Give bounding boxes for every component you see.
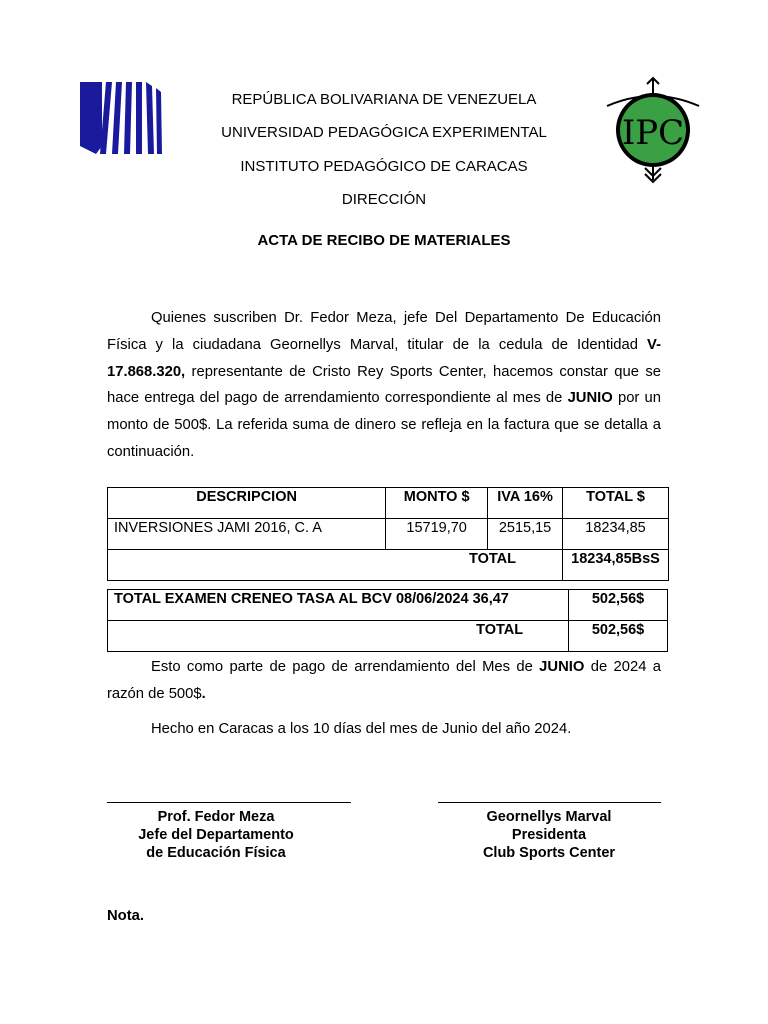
signature-line-left <box>107 802 351 803</box>
total-value: 18234,85BsS <box>563 550 669 581</box>
paragraph-payment-text-b: de 2024 a razón de 500$ <box>107 659 661 702</box>
note-label: Nota. <box>107 908 144 924</box>
signature-left-name: Prof. Fedor Meza <box>157 809 275 825</box>
exchange-table <box>107 589 668 652</box>
signature-left-dept: de Educación Física <box>146 845 286 861</box>
header-line-university: UNIVERSIDAD PEDAGÓGICA EXPERIMENTAL <box>221 124 547 141</box>
cell-total: 18234,85 <box>563 519 669 550</box>
paragraph-date: Hecho en Caracas a los 10 días del mes de Junio del año 2024. <box>151 721 572 737</box>
invoice-table-header-row <box>108 488 669 519</box>
cell-iva: 2515,15 <box>488 519 563 550</box>
exchange-row-label: TOTAL EXAMEN CRENEO TASA AL BCV 08/06/2024 36,47 <box>108 590 569 621</box>
cell-description: INVERSIONES JAMI 2016, C. A <box>108 519 386 550</box>
payment-month: JUNIO <box>539 659 585 675</box>
paragraph-payment <box>107 654 661 708</box>
paragraph-intro-text-c: por un monto de 500$. La referida suma de dinero se refleja en la factura que se detalla a continuación. <box>107 390 661 460</box>
exchange-total-row <box>108 621 668 652</box>
paragraph-intro-text-a: Quienes suscriben Dr. Fedor Meza, jefe Del Departamento De Educación Física y la ciudadana Geornellys Marval, titular de la cedula de Identidad <box>107 310 661 353</box>
header-monto: MONTO $ <box>386 488 488 519</box>
document-title: ACTA DE RECIBO DE MATERIALES <box>257 232 511 249</box>
signature-right-name: Geornellys Marval <box>486 809 612 825</box>
signature-right <box>419 808 679 862</box>
table-row <box>108 590 668 621</box>
table-row <box>108 519 669 550</box>
invoice-table-total-row <box>108 550 669 581</box>
month-june: JUNIO <box>567 390 613 407</box>
ipc-logo-text: IPC <box>621 113 685 153</box>
signature-left-role: Jefe del Departamento <box>138 827 294 843</box>
paragraph-intro-text-b: representante de Cristo Rey Sports Center, hacemos constar que se hace entrega del pago de arrendamiento correspondiente al mes de <box>107 363 661 407</box>
exchange-row-value: 502,56$ <box>569 590 668 621</box>
ipc-logo <box>603 76 703 184</box>
header-total: TOTAL $ <box>563 488 669 519</box>
header-line-direction: DIRECCIÓN <box>341 191 427 208</box>
signature-right-role: Presidenta <box>511 827 587 843</box>
cell-monto: 15719,70 <box>386 519 488 550</box>
paragraph-payment-text-a: Esto como parte de pago de arrendamiento del Mes de <box>151 659 540 675</box>
paragraph-payment-dot: . <box>201 685 206 702</box>
exchange-total-value: 502,56$ <box>569 621 668 652</box>
header-line-republic: REPÚBLICA BOLIVARIANA DE VENEZUELA <box>231 91 537 108</box>
invoice-table <box>107 487 669 581</box>
exchange-total-label: TOTAL <box>108 621 569 652</box>
signature-right-org: Club Sports Center <box>482 845 616 861</box>
header-line-institute: INSTITUTO PEDAGÓGICO DE CARACAS <box>240 158 528 175</box>
signature-line-right <box>438 802 661 803</box>
paragraph-intro <box>107 305 661 466</box>
total-label: TOTAL <box>108 550 563 581</box>
id-number: V-17.868.320, <box>107 336 661 380</box>
header-descripcion: DESCRIPCION <box>108 488 386 519</box>
header-iva: IVA 16% <box>488 488 563 519</box>
signature-left <box>86 808 346 862</box>
